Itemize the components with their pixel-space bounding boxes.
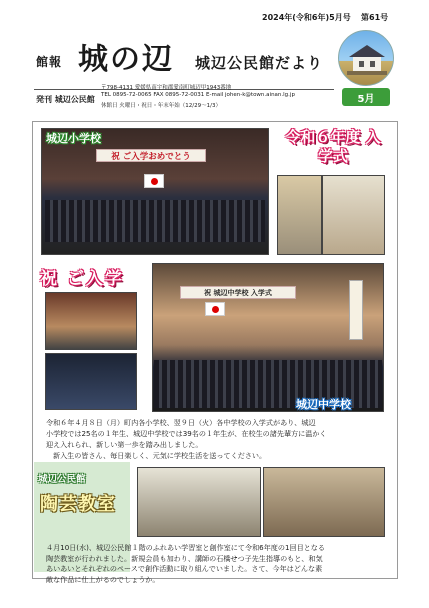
japan-flag-icon	[144, 174, 164, 188]
paragraph-line: ４月10日(水)、城辺公民館１階のふれあい学習室と創作室にて令和6年度の1回目となる	[46, 543, 325, 552]
students-closeup-photo	[45, 353, 137, 410]
issue-number: 第61号	[361, 13, 389, 22]
congratulations-heading: 祝 ご入学	[40, 269, 124, 289]
ceremony-article-text	[46, 417, 386, 461]
ceremony-podium-photo	[45, 292, 137, 350]
paragraph-line: 敵な作品に仕上がるのでしょうか。	[46, 574, 160, 584]
school-entrance-photo-1	[277, 175, 322, 255]
junior-high-school-label: 城辺中学校	[296, 398, 351, 411]
junior-high-stage-banner: 祝 城辺中学校 入学式	[180, 286, 296, 299]
closed-days: 休館日 火曜日・祝日・年末年始（12/29～1/3）	[101, 103, 221, 109]
address: 〒798-4131 愛媛県南宇和郡愛南町城辺甲1943番地	[101, 85, 232, 91]
masthead	[0, 0, 429, 118]
publisher: 発刊 城辺公民館	[36, 95, 95, 104]
pottery-class-photo-1	[137, 467, 261, 537]
month-badge: 5月	[342, 88, 390, 106]
issue-date: 2024年(令和6年)5月号	[262, 13, 351, 22]
contact-info: TEL 0895-72-0065 FAX 0895-72-0031 E-mail johen-k@town.ainan.lg.jp	[101, 92, 295, 98]
paragraph-line: 令和６年４月８日（月）町内各小学校、翌９日（火）各中学校の入学式があり、城辺	[46, 418, 316, 427]
japan-flag-icon	[205, 302, 225, 316]
paragraph-line: 新入生の皆さん、毎日楽しく、元気に学校生活を送ってください。	[53, 451, 267, 460]
pottery-class-photo-2	[263, 467, 385, 537]
castle-logo-icon	[338, 30, 394, 86]
newsletter-subtitle: 城辺公民館だより	[195, 54, 324, 72]
school-entrance-photo-2	[322, 175, 385, 255]
newsletter-title: 城の辺	[78, 42, 174, 77]
paragraph-line: あいあいとそれぞれのペースで創作活動に取り組んでいました。さて、今年はどんな素	[46, 564, 323, 573]
paragraph-line: 小学校では25名の１年生、城辺中学校では39名の１年生が、在校生の諸先輩方に温かく	[46, 429, 327, 438]
paragraph-line: 陶芸教室が行われました。新規会員も加わり、講師の石橋せつ子先生指導のもと、和気	[46, 553, 323, 563]
pottery-heading-top: 城辺公民館	[38, 474, 86, 485]
pottery-article-text	[46, 543, 391, 585]
hanging-scroll-icon	[349, 280, 363, 340]
elementary-students-group	[45, 200, 265, 242]
paragraph-line: 迎え入れられ、新しい第一歩を踏み出しました。	[46, 440, 203, 449]
ceremony-heading: 令和６年度 入学式	[285, 128, 381, 165]
elementary-school-label: 城辺小学校	[46, 132, 101, 145]
pottery-heading-main: 陶芸教室	[40, 494, 116, 515]
elementary-stage-banner: 祝 ご入学おめでとう	[96, 149, 206, 162]
kanpo-label: 館報	[36, 55, 63, 69]
